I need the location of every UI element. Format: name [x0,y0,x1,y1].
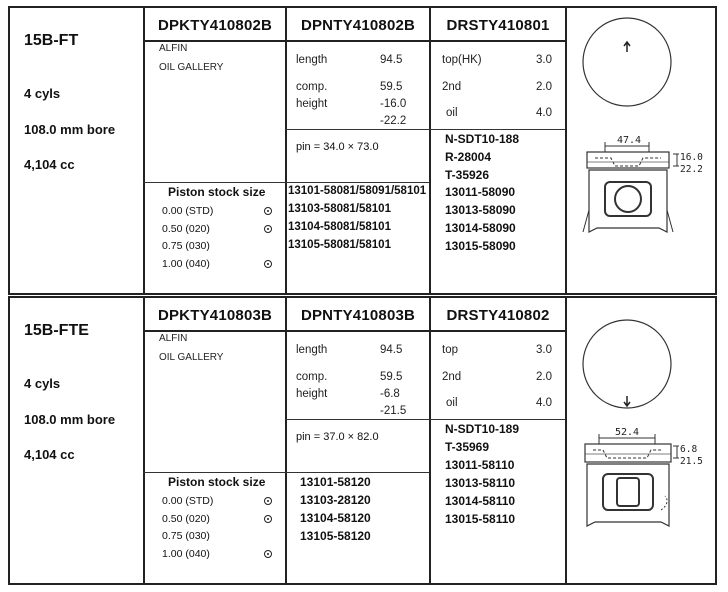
ring-part-number: 13014-58090 [445,221,516,235]
bowl-width-label: 52.4 [615,427,640,438]
stock-size-030: 0.75 (030) [162,530,210,542]
ring-ref: T-35969 [445,440,490,454]
ring-2nd-label: 2nd [442,81,462,93]
ring-oil-label: oil [446,107,458,119]
material-alfin: ALFIN [159,43,188,54]
material-alfin: ALFIN [159,333,188,344]
ring-part-number: 13011-58090 [445,185,516,199]
depth-label-1: 16.0 [680,152,703,163]
engine-cylinders: 4 cyls [24,86,61,101]
engine-cylinders: 4 cyls [24,376,61,391]
row-rule [429,419,565,420]
stock-size-std: 0.00 (STD) [162,205,214,217]
stock-size-std: 0.00 (STD) [162,495,214,507]
ring-ref: R-28004 [445,150,492,164]
pin-size: pin = 34.0 × 73.0 [296,141,379,153]
column-divider [565,298,567,583]
material-oil-gallery: OIL GALLERY [159,352,224,363]
comp-value: 59.5 [380,371,403,383]
length-label: length [296,54,328,66]
row-rule [429,129,565,130]
ring-part-number: 13015-58110 [445,512,516,526]
piston-part-number: 13103-28120 [300,493,371,507]
piston-card-15b-fte [8,296,717,585]
ring-top-label: top(HK) [442,54,482,66]
ring-oil-value: 4.0 [536,397,552,409]
available-marker-icon [264,515,272,523]
column-divider [429,8,431,293]
ring-top-label: top [442,344,458,356]
ring-part-number: 13013-58090 [445,203,516,217]
piston-part-number: 13104-58120 [300,511,371,525]
row-rule [285,472,429,473]
engine-name: 15B-FTE [24,322,89,339]
stock-size-040: 1.00 (040) [162,548,210,560]
part-number-rings: DRSTY410802 [446,307,550,324]
ring-part-number: 13015-58090 [445,239,516,253]
piston-part-number: 13105-58120 [300,529,371,543]
column-divider [565,8,567,293]
ring-oil-value: 4.0 [536,107,552,119]
comp-label: comp. [296,371,328,383]
ring-part-number: 13013-58110 [445,476,516,490]
ring-top-value: 3.0 [536,54,552,66]
engine-bore: 108.0 mm bore [24,412,116,427]
piston-part-number: 13103-58081/58101 [288,203,391,215]
header-rule [143,40,565,42]
length-label: length [296,344,328,356]
piston-part-number: 13105-58081/58101 [288,239,391,251]
stock-size-040: 1.00 (040) [162,258,210,270]
stock-size-header: Piston stock size [168,475,266,489]
ring-part-number: 13014-58110 [445,494,516,508]
ring-2nd-value: 2.0 [536,81,552,93]
part-number-piston-alt: DPNTY410803B [300,307,416,324]
ring-2nd-label: 2nd [442,371,462,383]
depth-label-2: 22.2 [680,164,703,175]
header-rule [143,330,565,332]
comp-label: comp. [296,81,328,93]
piston-part-number: 13101-58120 [300,475,371,489]
piston-diagram [569,300,715,581]
engine-displacement: 4,104 cc [24,157,75,172]
depth-label-2: 21.5 [680,456,703,467]
column-divider [143,298,145,583]
material-oil-gallery: OIL GALLERY [159,62,224,73]
part-number-piston-alt: DPNTY410802B [300,17,416,34]
comp-value: 59.5 [380,81,403,93]
height-value-1: -6.8 [380,388,400,400]
length-value: 94.5 [380,54,403,66]
row-rule [285,419,429,420]
piston-card-15b-ft [8,6,717,295]
engine-displacement: 4,104 cc [24,447,75,462]
engine-bore: 108.0 mm bore [24,122,116,137]
column-divider [285,8,287,293]
piston-part-number: 13104-58081/58101 [288,221,391,233]
height-value-2: -21.5 [380,405,407,417]
row-rule [143,182,285,183]
ring-ref: N-SDT10-189 [445,422,520,436]
height-label: height [296,388,328,400]
stock-size-header: Piston stock size [168,185,266,199]
part-number-piston: DPKTY410802B [157,17,273,34]
available-marker-icon [264,260,272,268]
column-divider [143,8,145,293]
engine-name: 15B-FT [24,32,79,49]
part-number-rings: DRSTY410801 [446,17,550,34]
ring-oil-label: oil [446,397,458,409]
available-marker-icon [264,497,272,505]
available-marker-icon [264,207,272,215]
row-rule [285,182,429,183]
height-value-2: -22.2 [380,115,407,127]
row-rule [143,472,285,473]
available-marker-icon [264,550,272,558]
length-value: 94.5 [380,344,403,356]
stock-size-020: 0.50 (020) [162,223,210,235]
column-divider [429,298,431,583]
piston-part-number: 13101-58081/58091/58101 [288,185,427,197]
height-value-1: -16.0 [380,98,407,110]
available-marker-icon [264,225,272,233]
ring-2nd-value: 2.0 [536,371,552,383]
height-label: height [296,98,328,110]
ring-ref: N-SDT10-188 [445,132,520,146]
ring-top-value: 3.0 [536,344,552,356]
bowl-width-label: 47.4 [617,135,642,146]
pin-size: pin = 37.0 × 82.0 [296,431,379,443]
part-number-piston: DPKTY410803B [157,307,273,324]
stock-size-030: 0.75 (030) [162,240,210,252]
ring-part-number: 13011-58110 [445,458,515,472]
stock-size-020: 0.50 (020) [162,513,210,525]
row-rule [285,129,429,130]
ring-ref: T-35926 [445,168,490,182]
piston-diagram [569,10,715,291]
depth-label-1: 6.8 [680,444,698,455]
column-divider [285,298,287,583]
